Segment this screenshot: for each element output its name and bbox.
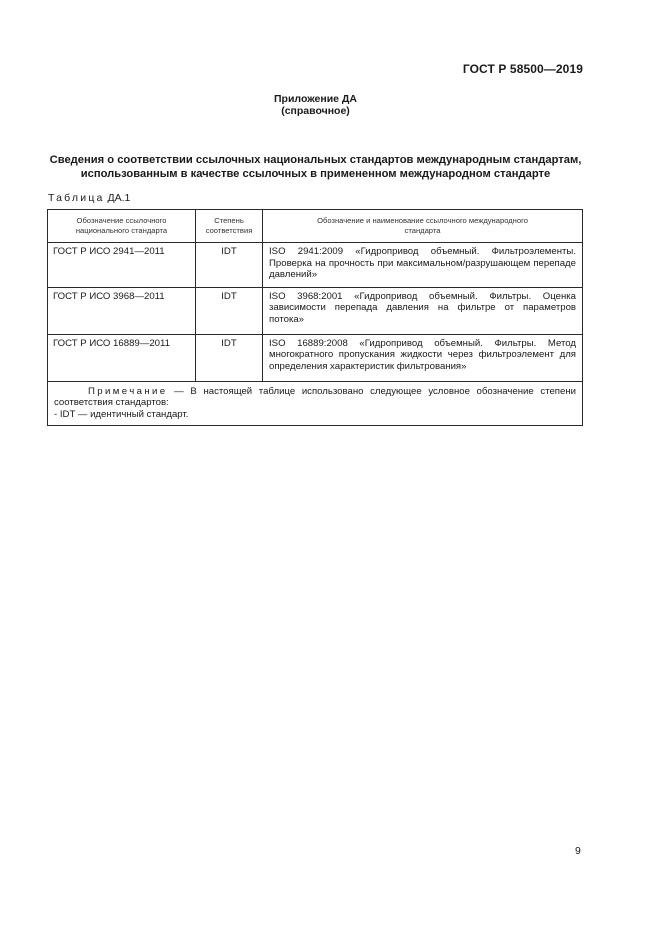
section-heading-line-2: использованным в качестве ссылочных в примененном международном стандарте xyxy=(80,168,551,180)
note-text: — В настоящей таблице использовано следующее условное обозначение степени соответствия стандартов: xyxy=(54,385,576,409)
appendix-subtitle: (справочное) xyxy=(281,105,350,117)
cell-international: ISO 3968:2001 «Гидропривод объемный. Фильтры. Оценка зависимости перепада давления на фильтре от параметров потока» xyxy=(263,287,583,334)
table-note-row xyxy=(48,381,583,426)
cell-international: ISO 2941:2009 «Гидропривод объемный. Фильтроэлементы. Проверка на прочность при максимальном/разрушающем перепаде давлений» xyxy=(263,243,583,288)
header-degree-line-2: соответствия xyxy=(205,226,253,235)
table-header-row xyxy=(48,210,583,243)
table-row xyxy=(48,287,583,334)
note-label: Примечание xyxy=(88,385,168,397)
table-row xyxy=(48,243,583,288)
section-heading-line-1: Сведения о соответствии ссылочных национальных стандартов международным стандартам, xyxy=(49,154,582,166)
note-paragraph xyxy=(54,386,576,409)
document-code: ГОСТ Р 58500—2019 xyxy=(462,62,583,76)
cell-degree: IDT xyxy=(196,243,263,288)
table-caption xyxy=(48,192,130,204)
header-international-line-2: стандарта xyxy=(404,226,441,235)
table-caption-number: ДА.1 xyxy=(107,192,131,204)
cell-national: ГОСТ Р ИСО 16889—2011 xyxy=(48,334,196,381)
header-national-line-2: национального стандарта xyxy=(75,226,168,235)
header-national-standard xyxy=(48,210,196,243)
header-degree xyxy=(196,210,263,243)
standards-table xyxy=(47,209,583,426)
table-row xyxy=(48,334,583,381)
cell-international: ISO 16889:2008 «Гидропривод объемный. Фильтры. Метод многократного пропускания жидкости через фильтроэлемент для определения характеристик фильтрования» xyxy=(263,334,583,381)
cell-national: ГОСТ Р ИСО 3968—2011 xyxy=(48,287,196,334)
header-national-line-1: Обозначение ссылочного xyxy=(76,215,167,225)
cell-degree: IDT xyxy=(196,334,263,381)
section-heading xyxy=(40,153,591,181)
header-international-line-1: Обозначение и наименование ссылочного международного xyxy=(317,215,528,225)
appendix-heading xyxy=(0,93,631,117)
header-international-standard xyxy=(263,210,583,243)
note-item: - IDT — идентичный стандарт. xyxy=(54,408,189,420)
cell-degree: IDT xyxy=(196,287,263,334)
page-number: 9 xyxy=(575,845,581,857)
table-caption-prefix: Таблица xyxy=(48,192,105,204)
appendix-title: Приложение ДА xyxy=(274,93,357,105)
header-degree-line-1: Степень xyxy=(214,215,244,225)
table-note xyxy=(48,381,583,426)
cell-national: ГОСТ Р ИСО 2941—2011 xyxy=(48,243,196,288)
